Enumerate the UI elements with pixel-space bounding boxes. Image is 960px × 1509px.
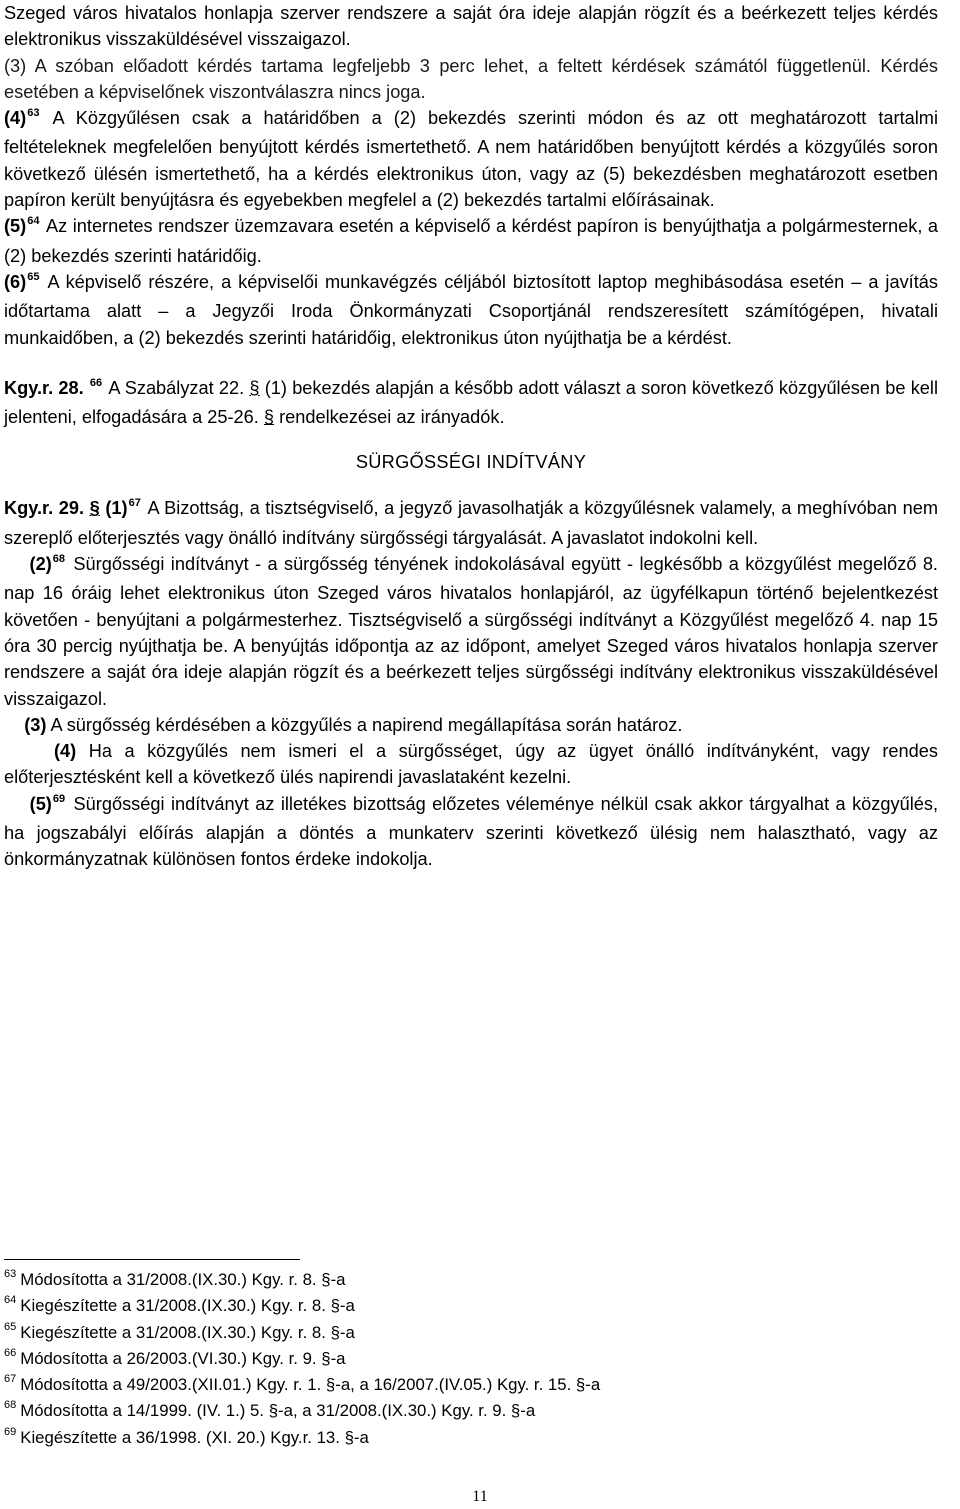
section-text-c: rendelkezései az irányadók. <box>279 407 505 428</box>
footnote-number: 66 <box>4 1346 17 1359</box>
section-label: Kgy.r. 29. <box>4 498 85 519</box>
paragraph-text: A Bizottság, a tisztségviselő, a jegyző javasolhatják a közgyűlésnek valamely, a meghívóban nem szereplő előterjesztés vagy önálló indítvány sürgősségi tárgyalását. A javaslatot indokolni kell. <box>4 498 938 548</box>
section-28 <box>4 375 938 431</box>
paragraph-label: (4) <box>4 108 27 129</box>
paragraph-3: (3) A szóban előadott kérdés tartama legfeljebb 3 perc lehet, a feltett kérdések számától függetlenül. Kérdés esetében a képviselőnek viszontválaszra nincs joga. <box>4 55 938 102</box>
footnote-ref[interactable]: 68 <box>52 553 66 566</box>
paragraph-label: (6) <box>4 271 27 292</box>
footnote-ref[interactable]: 66 <box>89 376 103 389</box>
page-number: 11 <box>472 1488 488 1505</box>
footnote-number: 64 <box>4 1294 17 1307</box>
footnote-ref[interactable]: 69 <box>52 792 66 805</box>
footnote-ref[interactable]: 65 <box>27 270 40 283</box>
paragraph-4 <box>4 105 938 213</box>
paragraph-text: A képviselő részére, a képviselői munkavégzés céljából biztosított laptop meghibásodása esetén – a javítás időtartama alatt – a Jegyzői Iroda Önkormányzati Csoportjánál rendszeresített számítógépen, hivatali munkaidőben, a (2) bekezdés szerinti határidőig, elektronikus úton nyújthatja be a kérdést. <box>4 271 938 348</box>
footnote-divider <box>4 1259 300 1260</box>
paragraph-text: A sürgősség kérdésében a közgyűlés a napirend megállapítása során határoz. <box>50 714 683 735</box>
paragraph-text: Sürgősségi indítványt az illetékes bizottság előzetes véleménye nélkül csak akkor tárgyalhat a közgyűlés, ha jogszabályi előírás alapján a döntés a munkaterv szerinti következő ülésig nem halasztható, vagy az önkormányzatnak különösen fontos érdeke indokolja. <box>4 793 938 870</box>
section-29-2 <box>4 551 938 712</box>
footnote-item <box>4 1268 904 1294</box>
footnote-ref[interactable]: 67 <box>128 497 141 510</box>
footnote-item <box>4 1373 904 1399</box>
section-29-5 <box>4 791 938 873</box>
paragraph-continuation: Szeged város hivatalos honlapja szerver rendszere a saját óra ideje alapján rögzít és a beérkezett teljes kérdés elektronikus visszaküldésével visszaigazol. <box>4 3 938 50</box>
paragraph-text: Az internetes rendszer üzemzavara esetén a képviselő a kérdést papíron is benyújthatja a polgármesternek, a (2) bekezdés szerinti határidőig. <box>4 216 938 266</box>
section-29-4 <box>4 738 938 791</box>
section-sign: § <box>89 498 100 519</box>
paragraph-label: (4) <box>53 741 77 762</box>
footnote-item <box>4 1426 904 1452</box>
footnote-item <box>4 1347 904 1373</box>
footnote-text: Kiegészítette a 31/2008.(IX.30.) Kgy. r. 8. §-a <box>20 1296 355 1316</box>
section-text-a: A Szabályzat 22. <box>108 377 245 398</box>
paragraph-label: (3) <box>24 714 47 735</box>
footnotes <box>4 1268 904 1452</box>
section-29-3 <box>4 712 938 738</box>
footnote-text: Kiegészítette a 36/1998. (XI. 20.) Kgy.r. 13. §-a <box>20 1427 369 1447</box>
footnote-text: Kiegészítette a 31/2008.(IX.30.) Kgy. r. 8. §-a <box>20 1322 355 1342</box>
section-label: Kgy.r. 28. <box>4 377 84 398</box>
footnote-item <box>4 1399 904 1425</box>
paragraph-label: (5) <box>4 216 27 237</box>
footnote-ref[interactable]: 64 <box>27 215 40 228</box>
footnote-text: Módosította a 49/2003.(XII.01.) Kgy. r. 1. §-a, a 16/2007.(IV.05.) Kgy. r. 15. §-a <box>20 1375 601 1395</box>
paragraph-text: Ha a közgyűlés nem ismeri el a sürgősséget, úgy az ügyet önálló indítványként, vagy rendes előterjesztésként kell a következő ülés napirendi javaslataként kezelni. <box>4 741 938 788</box>
section-sign: § <box>249 377 260 398</box>
footnote-number: 67 <box>4 1373 17 1386</box>
footnote-number: 68 <box>4 1399 17 1412</box>
footnote-number: 65 <box>4 1320 17 1333</box>
paragraph-6 <box>4 269 938 351</box>
section-heading: SÜRGŐSSÉGI INDÍTVÁNY <box>355 452 587 473</box>
footnote-text: Módosította a 26/2003.(VI.30.) Kgy. r. 9. §-a <box>20 1348 346 1368</box>
document-page <box>4 0 938 873</box>
paragraph-label: (2) <box>29 554 52 575</box>
paragraph-5 <box>4 213 938 269</box>
footnote-number: 63 <box>4 1268 17 1280</box>
section-29-1 <box>4 495 938 551</box>
spacer <box>4 351 938 375</box>
paragraph-text: A Közgyűlésen csak a határidőben a (2) bekezdés szerinti módon és az ott meghatározott tartalmi feltételeknek megfelelően benyújtott kérdés ismertethető. A nem határidőben benyújtott kérdés a közgyűlés soron következő ülésén ismertethető, ha a kérdés elektronikus úton, vagy az (5) bekezdésben meghatározott esetben papíron került benyújtásra és egyebekben megfelel a (2) bekezdés tartalmi előírásainak. <box>4 108 938 211</box>
footnote-ref[interactable]: 63 <box>27 107 40 120</box>
footnote-number: 69 <box>4 1425 17 1438</box>
footnote-item <box>4 1294 904 1320</box>
paragraph-label: (5) <box>29 793 52 814</box>
section-text-b: (1) bekezdés alapján a később adott választ a soron következő közgyűlésen be kell jelenteni, elfogadására a 25-26. <box>4 377 938 428</box>
footnote-text: Módosította a 31/2008.(IX.30.) Kgy. r. 8. §-a <box>20 1270 346 1289</box>
paragraph-text: Sürgősségi indítványt - a sürgősség tényének indokolásával együtt - legkésőbb a közgyűlést megelőző 8. nap 16 óráig lehet elektronikus úton Szeged város hivatalos honlapjáról, az ügyfélkapun történő bejelentkezést követően - benyújtani a polgármesterhez. Tisztségviselő a sürgősségi indítványt a Közgyűlést megelőző 4. nap 15 óra 30 percig nyújthatja be. A benyújtás időpontja az az időpont, amelyet Szeged város hivatalos honlapja szerver rendszere a saját óra ideje alapján rögzít és a beérkezett teljes sürgősségi indítvány elektronikus visszaküldésével visszaigazol. <box>4 554 938 709</box>
paragraph-label: (1) <box>105 498 128 519</box>
footnote-item <box>4 1321 904 1347</box>
footnote-text: Módosította a 14/1999. (IV. 1.) 5. §-a, a 31/2008.(IX.30.) Kgy. r. 9. §-a <box>20 1401 536 1421</box>
section-sign: § <box>263 407 274 428</box>
